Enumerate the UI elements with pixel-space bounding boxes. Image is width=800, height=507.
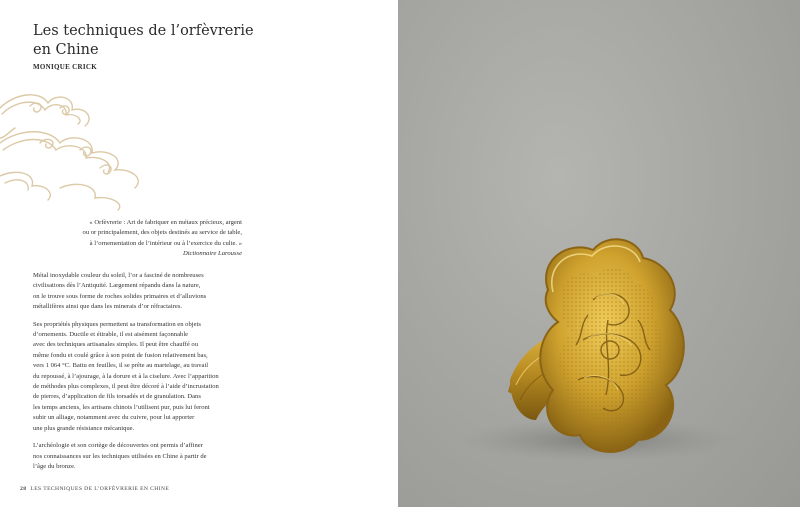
text-line: les temps anciens, les artisans chinois l’utilisent pur, puis lui feront — [33, 403, 210, 411]
article-title — [33, 22, 254, 60]
body-text — [33, 271, 253, 479]
text-line: L’archéologie et son cortège de découvertes ont permis d’affiner — [33, 442, 203, 450]
text-line: on le trouve sous forme de roches solides primaires et d’alluvions — [33, 292, 207, 300]
text-line: une plus grande résistance mécanique. — [33, 424, 135, 432]
text-line: de pierres, d’application de fils torsadés et de granulation. Dans — [33, 393, 201, 401]
text-line: l’âge du bronze. — [33, 462, 76, 470]
title-line-1: Les techniques de l’orfèvrerie — [33, 23, 254, 39]
paragraph-2 — [33, 320, 253, 434]
text-line: d’ornements. Ductile et étirable, il est aisément façonnable — [33, 331, 189, 339]
text-line: Ses propriétés physiques permettent sa transformation en objets — [33, 320, 201, 328]
epigraph-source: Dictionnaire Larousse — [182, 250, 242, 258]
text-line: Métal inoxydable couleur du soleil, l’or a fasciné de nombreuses — [33, 272, 204, 279]
photo-page — [398, 0, 800, 507]
text-line: subir un alliage, notamment avec du cuivre, pour lui apporter — [33, 414, 195, 422]
paragraph-1 — [33, 271, 253, 313]
text-line: civilisations dès l’Antiquité. Largement répandu dans la nature, — [33, 282, 201, 290]
epigraph-line-1: « Orfèvrerie : Art de fabriquer en métaux précieux, argent — [89, 219, 242, 226]
text-line: du repoussé, à l’ajourage, à la dorure et à la ciselure. Avec l’apparition — [33, 372, 219, 380]
text-line: vers 1 064 °C. Battu en feuilles, il se prête au martelage, au travail — [33, 362, 209, 370]
epigraph-quote — [2, 218, 242, 260]
title-line-2: en Chine — [33, 42, 99, 58]
text-line: de méthodes plus complexes, il peut être décoré à l’aide d’incrustation — [33, 383, 219, 391]
paragraph-3 — [33, 441, 253, 472]
text-line: métallifères ainsi que dans les minerais d’or réfractaires. — [33, 303, 183, 311]
left-page — [0, 0, 398, 507]
page-number: 28 — [20, 486, 27, 492]
cloud-motif-icon — [0, 88, 160, 213]
epigraph-line-3: à l’ornementation de l’intérieur ou à l’exercice du culte. » — [89, 239, 242, 247]
running-title: LES TECHNIQUES DE L’ORFÈVRERIE EN CHINE — [30, 486, 170, 492]
author-name: MONIQUE CRICK — [33, 63, 97, 71]
epigraph-line-2: ou or principalement, des objets destinés au service de table, — [82, 229, 242, 237]
gold-ring-photo — [398, 0, 800, 507]
text-line: même fondu et coulé grâce à son point de fusion relativement bas, — [33, 351, 208, 359]
text-line: avec des techniques artisanales simples. Il peut être chauffé ou — [33, 341, 199, 349]
text-line: nos connaissances sur les techniques utilisées en Chine à partir de — [33, 452, 207, 460]
page-footer — [20, 486, 169, 492]
